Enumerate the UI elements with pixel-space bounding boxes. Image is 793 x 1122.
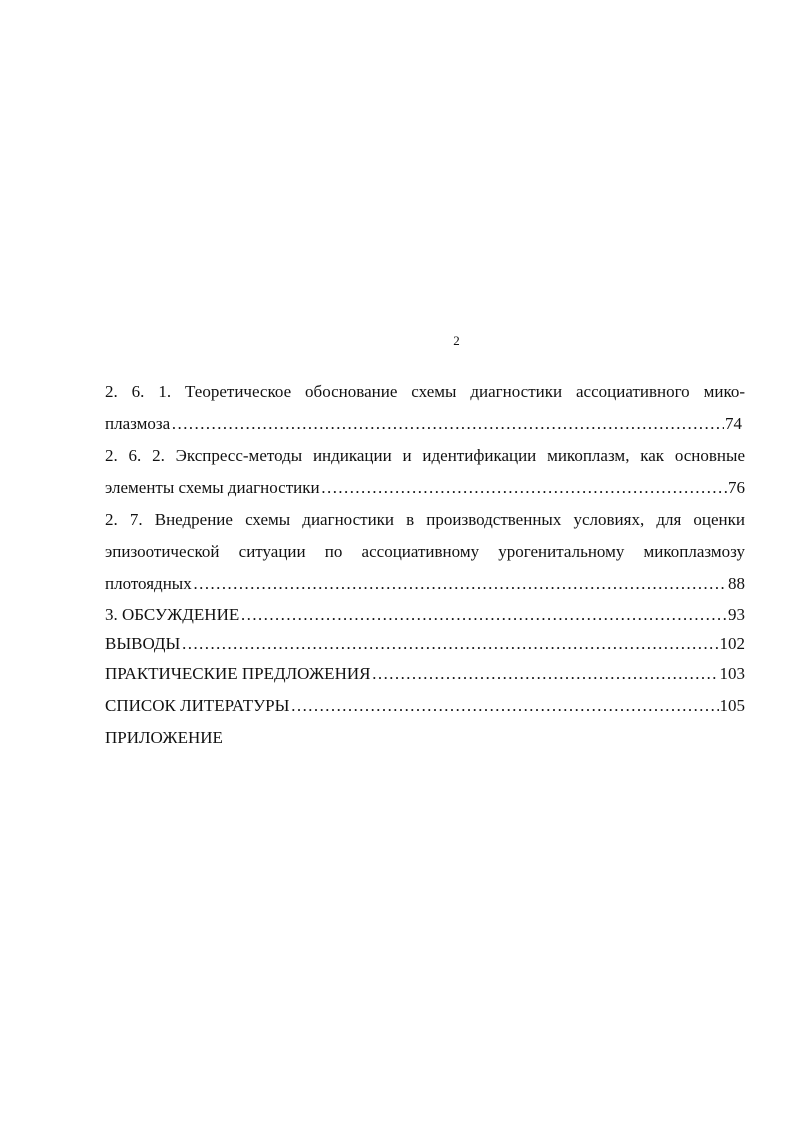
toc-entry-5-title: ВЫВОДЫ (105, 634, 181, 653)
toc-entry-4-page: 93 (728, 605, 745, 624)
toc-entry-3-line-1: 2. 7. Внедрение схемы диагностики в производственных условиях, для оценки (105, 510, 745, 529)
dot-leader (193, 568, 727, 600)
toc-entry-2-last-line (105, 472, 745, 504)
toc-entry-7-page: 105 (719, 696, 745, 715)
dot-leader (171, 408, 724, 440)
toc-entry-3-title: плотоядных (105, 574, 192, 593)
toc-entry-6 (105, 658, 745, 690)
toc-entry-4 (105, 600, 745, 629)
toc-entry-2-line-1: 2. 6. 2. Экспресс-методы индикации и идентификации микоплазм, как основные (105, 446, 745, 465)
toc-entry-3-last-line (105, 568, 745, 600)
toc-entry-3-line-2: эпизоотической ситуации по ассоциативному урогенитальному микоплазмозу (105, 542, 745, 561)
dot-leader (240, 600, 727, 629)
toc-entry-3-page: 88 (728, 574, 745, 593)
toc-entry-6-title: ПРАКТИЧЕСКИЕ ПРЕДЛОЖЕНИЯ (105, 664, 371, 683)
toc-entry-1-last-line (105, 408, 745, 440)
toc-entry-2-title: элементы схемы диагностики (105, 478, 320, 497)
toc-entry-2-page: 76 (728, 478, 745, 497)
toc-entry-6-page: 103 (719, 664, 745, 683)
toc-entry-1-line-1: 2. 6. 1. Теоретическое обоснование схемы диагностики ассоциативного мико- (105, 382, 745, 401)
table-of-contents (105, 376, 745, 754)
dot-leader (371, 658, 718, 690)
toc-entry-1-page: 74 (725, 414, 742, 433)
toc-entry-5-page: 102 (719, 634, 745, 653)
toc-entry-1-title: плазмоза (105, 414, 171, 433)
toc-entry-8-title: ПРИЛОЖЕНИЕ (105, 728, 223, 747)
toc-entry-5 (105, 629, 745, 658)
toc-entry-7 (105, 690, 745, 722)
toc-entry-8 (105, 722, 745, 754)
page-number: 2 (453, 333, 460, 348)
toc-entry-7-title: СПИСОК ЛИТЕРАТУРЫ (105, 696, 290, 715)
dot-leader (321, 472, 727, 504)
toc-entry-4-title: 3. ОБСУЖДЕНИЕ (105, 605, 240, 624)
dot-leader (290, 690, 718, 722)
dot-leader (181, 629, 718, 658)
